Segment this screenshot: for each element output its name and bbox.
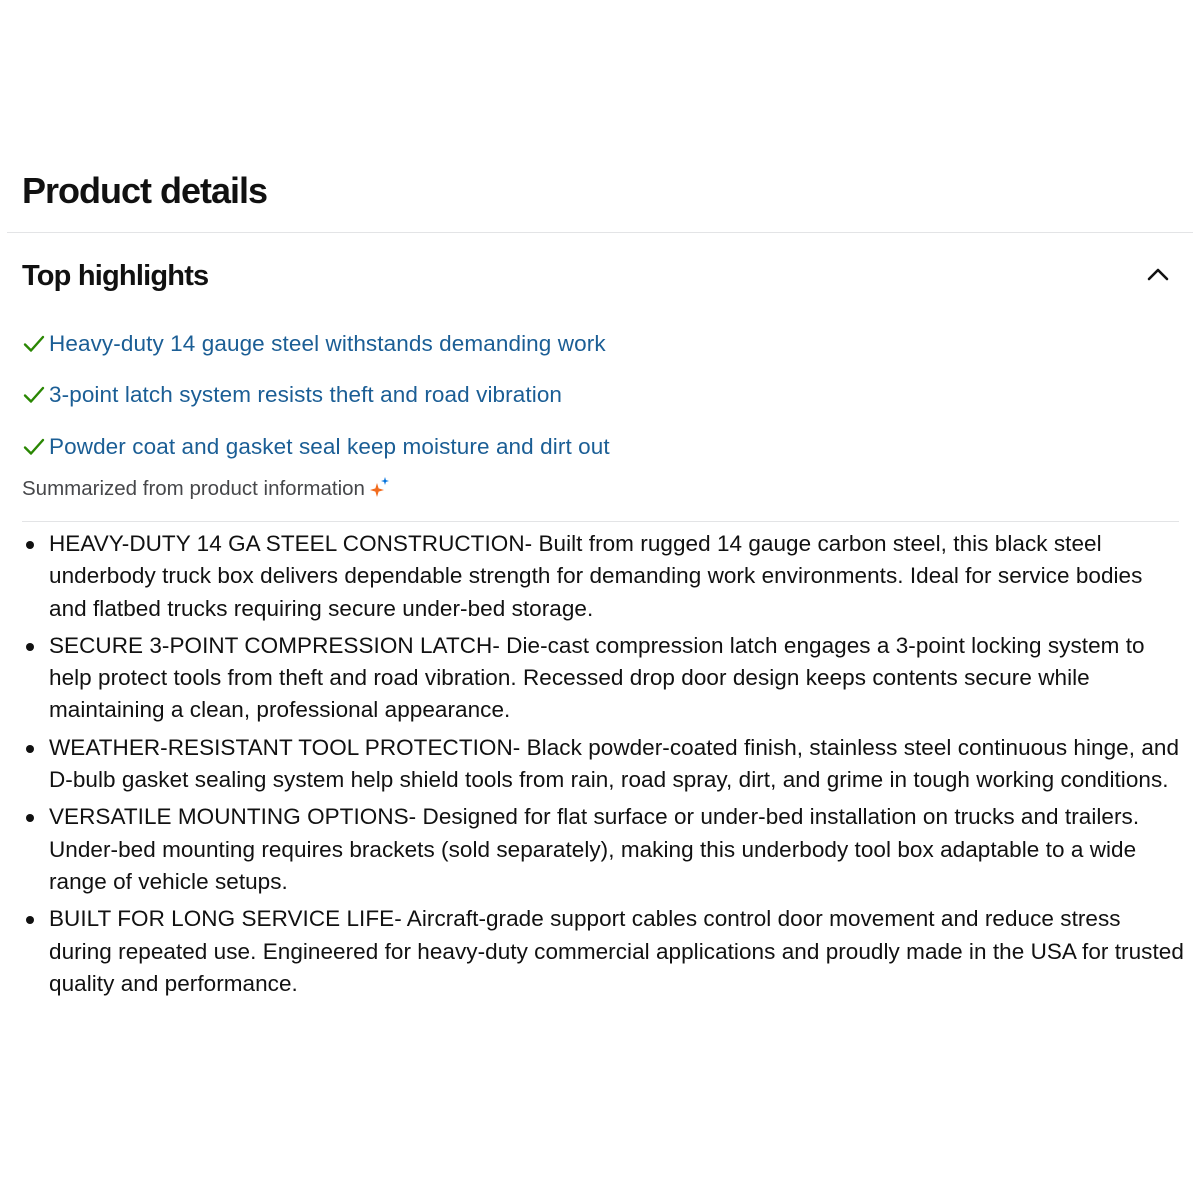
detail-text: HEAVY-DUTY 14 GA STEEL CONSTRUCTION- Built from rugged 14 gauge carbon steel, this black steel underbody truck box delivers dependable strength for demanding work environments. Ideal for service bodies and flatbed trucks requiring secure under-bed storage. (49, 531, 1143, 621)
detail-text: WEATHER-RESISTANT TOOL PROTECTION- Black powder-coated finish, stainless steel continuous hinge, and D-bulb gasket sealing system help shield tools from rain, road spray, dirt, and grime in tough working conditions. (49, 734, 1180, 793)
section-title: Top highlights (22, 260, 209, 292)
bullet-dot (26, 745, 34, 753)
detail-item (22, 732, 1184, 797)
highlight-text: Powder coat and gasket seal keep moisture and dirt out (49, 433, 610, 459)
summary-attribution (22, 474, 391, 504)
detail-text: VERSATILE MOUNTING OPTIONS- Designed for flat surface or under-bed installation on trucks and trailers. Under-bed mounting requires brackets (sold separately), making this underbody tool box adaptable to a wide range of vehicle setups. (49, 804, 1140, 894)
checkmark-icon (22, 332, 46, 356)
sparkle-icon (369, 476, 391, 498)
detail-text: BUILT FOR LONG SERVICE LIFE- Aircraft-grade support cables control door movement and reduce stress during repeated use. Engineered for heavy-duty commercial applications and proudly made in the USA for trusted quality and performance. (49, 906, 1184, 996)
highlight-text: Heavy-duty 14 gauge steel withstands demanding work (49, 330, 606, 356)
checkmark-icon (22, 435, 46, 459)
details-list (22, 528, 1184, 1005)
divider (7, 232, 1193, 233)
bullet-dot (26, 541, 34, 549)
chevron-up-icon[interactable] (1144, 260, 1172, 288)
highlight-item (22, 318, 610, 370)
detail-item (22, 528, 1184, 625)
highlights-list (22, 318, 610, 473)
bullet-dot (26, 916, 34, 924)
detail-item (22, 801, 1184, 898)
highlight-item (22, 370, 610, 422)
detail-text: SECURE 3-POINT COMPRESSION LATCH- Die-cast compression latch engages a 3-point locking system to help protect tools from theft and road vibration. Recessed drop door design keeps contents secure while maintaining a clean, professional appearance. (49, 632, 1145, 723)
bullet-dot (26, 814, 34, 822)
detail-item (22, 630, 1184, 727)
page-title: Product details (22, 170, 268, 211)
highlight-text: 3-point latch system resists theft and road vibration (49, 382, 563, 408)
top-highlights-toggle[interactable] (22, 252, 1172, 302)
summary-text: Summarized from product information (22, 477, 365, 500)
bullet-dot (26, 643, 34, 651)
checkmark-icon (22, 383, 46, 407)
highlight-item (22, 421, 610, 473)
detail-item (22, 903, 1184, 1000)
divider (22, 521, 1179, 522)
